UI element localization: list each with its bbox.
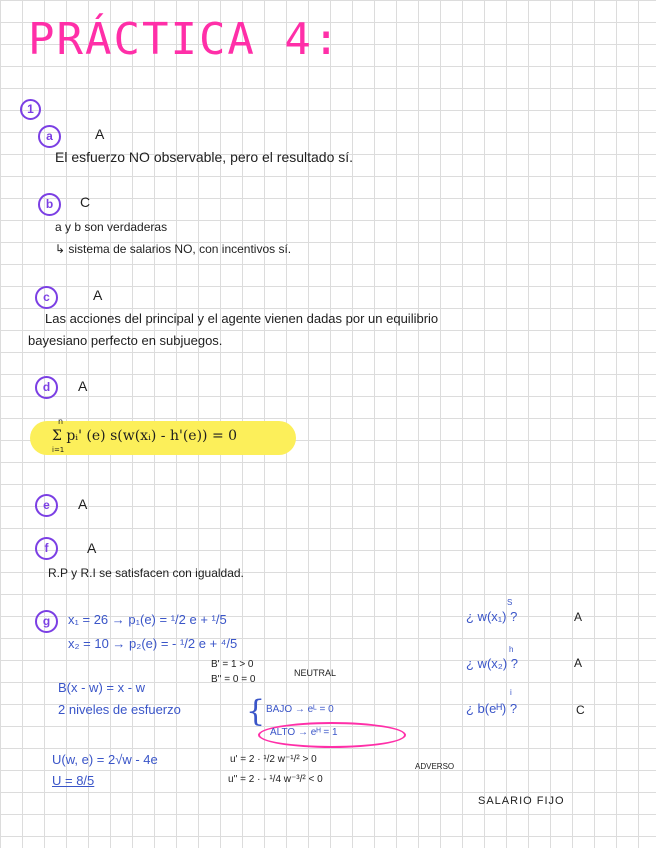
agent-utility-function: U(w, e) = 2√w - 4e (52, 752, 158, 767)
item-b-line2: ↳ sistema de salarios NO, con incentivos sí. (55, 242, 292, 256)
first-order-condition-equation: Σ pᵢ' (e) s(w(xᵢ) - h'(e)) = 0 (52, 428, 238, 444)
question-1: ¿ w(x₁) ? (466, 609, 518, 624)
question-1-answer: A (574, 610, 583, 624)
item-f-answer: A (87, 540, 97, 556)
u-first-derivative: u' = 2 · ¹/2 w⁻¹/² > 0 (230, 754, 317, 765)
effort-levels-text: 2 niveles de esfuerzo (58, 702, 181, 717)
principal-utility-function: B(x - w) = x - w (58, 680, 146, 695)
b-first-derivative: B' = 1 > 0 (211, 659, 254, 670)
item-a-marker: a (38, 125, 61, 148)
item-c-marker: c (35, 286, 58, 309)
item-c-answer: A (93, 287, 103, 303)
item-c-line2: bayesiano perfecto en subjuegos. (28, 333, 223, 348)
item-b-marker: b (38, 193, 61, 216)
adverso-label: ADVERSO (415, 762, 455, 771)
reservation-utility: U = 8/5 (52, 773, 95, 788)
item-c-line1: Las acciones del principal y el agente vienen dadas por un equilibrio (45, 311, 439, 326)
question-2-answer: A (574, 656, 583, 670)
neutral-label: NEUTRAL (294, 668, 337, 678)
sum-lower-limit: i=1 (52, 446, 65, 454)
question-3-answer: C (576, 703, 585, 717)
exercise-number-marker: 1 (20, 99, 41, 120)
b-second-derivative: B'' = 0 = 0 (211, 674, 256, 685)
item-d-answer: A (78, 378, 88, 394)
u-second-derivative: u'' = 2 · - ¹/4 w⁻³/² < 0 (228, 774, 323, 785)
high-effort: ALTO → eᴴ = 1 (270, 727, 338, 738)
item-b-answer: C (80, 194, 91, 210)
item-e-answer: A (78, 496, 88, 512)
low-effort: BAJO → eᴸ = 0 (266, 704, 334, 715)
effort-brace: { (246, 694, 266, 729)
item-b-line1: a y b son verdaderas (55, 220, 168, 234)
page-title: PRÁCTICA 4: (28, 14, 342, 65)
item-a-text: El esfuerzo NO observable, pero el resultado sí. (55, 149, 354, 165)
item-f-marker: f (35, 537, 58, 560)
item-g-marker: g (35, 610, 58, 633)
sum-upper-limit: n (58, 417, 64, 426)
question-3-mark: i (510, 688, 512, 697)
question-2-mark: h (509, 645, 514, 654)
question-2: ¿ w(x₂) ? (466, 656, 518, 671)
salario-fijo-label: SALARIO FIJO (478, 795, 565, 807)
question-3: ¿ b(eᴴ) ? (466, 701, 518, 716)
x1-probability: x₁ = 26 → p₁(e) = ¹/2 e + ¹/5 (68, 612, 227, 627)
item-f-text: R.P y R.I se satisfacen con igualdad. (48, 566, 244, 580)
item-d-marker: d (35, 376, 58, 399)
question-1-mark: S (507, 598, 513, 607)
item-a-answer: A (95, 126, 105, 142)
item-e-marker: e (35, 494, 58, 517)
x2-probability: x₂ = 10 → p₂(e) = - ¹/2 e + ⁴/5 (68, 636, 238, 651)
